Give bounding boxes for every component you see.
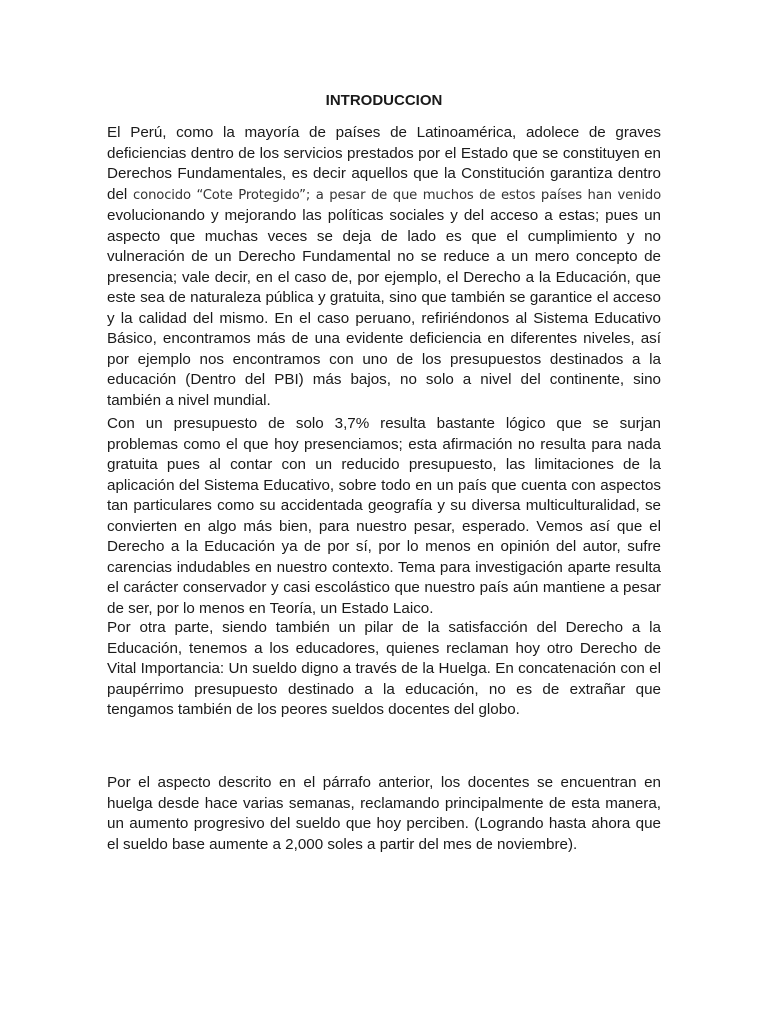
paragraph-3: Por otra parte, siendo también un pilar de la satisfacción del Derecho a la Educación, tenemos a los educadores, quienes reclaman hoy otro Derecho de Vital Importancia: Un sueldo digno a través de la Huelga. En concatenación con el paupérrimo presupuesto destinado a la educación, no es de extrañar que tengamos también de los peores sueldos docentes del globo.: [107, 619, 661, 718]
document-title: INTRODUCCION: [325, 92, 443, 109]
paragraph-2: Con un presupuesto de solo 3,7% resulta bastante lógico que se surjan problemas como el que hoy presenciamos; esta afirmación no resulta para nada gratuita pues al contar con un reducido presupuesto, las limitaciones de la aplicación del Sistema Educativo, sobre todo en un país que cuenta con aspectos tan particulares como su accidentada geografía y su diversa multiculturalidad, se convierten en algo más bien, para nuestro pesar, esperado. Vemos así que el Derecho a la Educación ya de por sí, por lo menos en opinión del autor, sufre carencias indudables en nuestro contexto. Tema para investigación aparte resulta el carácter conservador y casi escolástico que nuestro país aún mantiene a pesar de ser, por lo menos en Teoría, un Estado Laico.: [107, 415, 661, 617]
paragraph-4: Por el aspecto descrito en el párrafo anterior, los docentes se encuentran en huelga desde hace varias semanas, reclamando principalmente de esta manera, un aumento progresivo del sueldo que hoy perciben. (Logrando hasta ahora que el sueldo base aumente a 2,000 soles a partir del mes de noviembre).: [107, 774, 661, 853]
paragraph-1-text-c: evolucionando y mejorando las políticas sociales y del acceso a estas; pues un aspecto que muchas veces se deja de lado es que el cumplimiento y no vulneración de un Derecho Fundamental no se reduce a un mero concepto de presencia; vale decir, en el caso de, por ejemplo, el Derecho a la Educación, que este sea de naturaleza pública y gratuita, sino que también se garantice el acceso y la calidad del mismo. En el caso peruano, refiriéndonos al Sistema Educativo Básico, encontramos más de una evidente deficiencia en diferentes niveles, así por ejemplo nos encontramos con uno de los presupuestos destinados a la educación (Dentro del PBI) más bajos, no solo a nivel del continente, sino también a nivel mundial.: [107, 207, 661, 409]
paragraph-1-text-a: El Perú, como la mayoría de países de Latinoamérica, adolece de graves deficiencias dentro de los servicios prestados por el Estado que se constituyen en Derechos Fundamentales, es decir aquellos que la Constitución garantiza dentro del: [107, 124, 661, 203]
paragraph-1: [107, 123, 661, 411]
paragraph-1-text-b: conocido “Cote Protegido”; a pesar de que muchos de estos países han venido: [133, 187, 661, 203]
